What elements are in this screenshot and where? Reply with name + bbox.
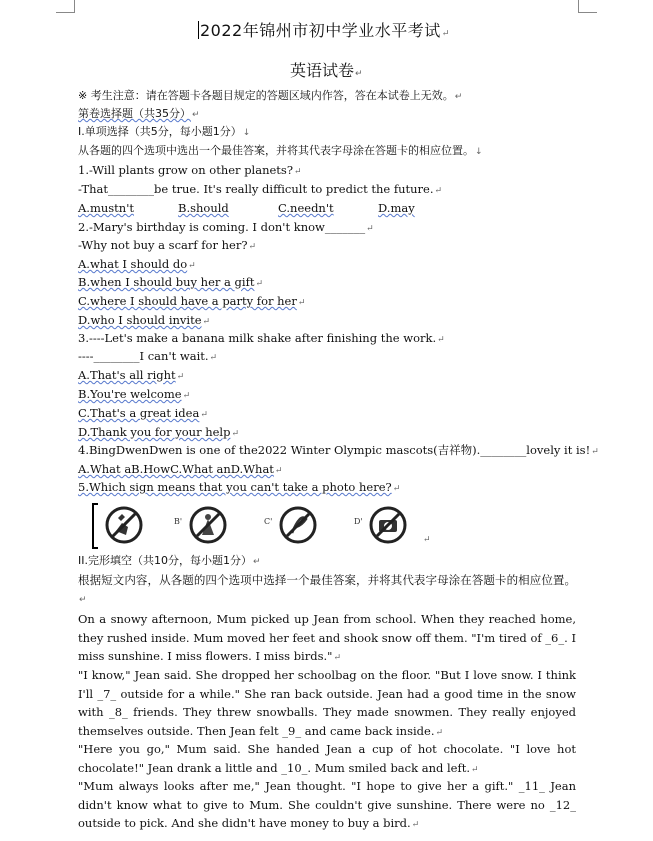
section1-instruction: 从各题的四个选项中选出一个最佳答案，并将其代表字母涂在答题卡的相应位置。↓ [78,144,483,157]
exam-title-text: 2022年锦州市初中学业水平考试 [200,21,441,40]
q5-stem-text: 5.Which sign means that you can't take a photo here? [78,480,392,494]
notice-prefix: ※ [78,89,88,102]
q2-stem: 2.-Mary's birthday is coming. I don't know_______↵ [78,220,374,234]
section2-heading: II.完形填空（共10分，每小题1分）↵ [78,554,261,567]
sign-d-label: D' [354,517,363,526]
q1-options [78,200,578,216]
exam-subtitle-text: 英语试卷 [290,61,355,80]
passage-p4-text: "Mum always looks after me," Jean thought. "I hope to give her a gift." _11_ Jean didn't know what to give to Mum. She couldn't give sunshine. There were no _12_ outside to pick. And she didn't have money to buy a bird. [78,779,576,831]
notice-text: 考生注意：请在答题卡各题目规定的答题区域内作答，答在本试卷上无效。 [90,89,454,102]
q2-line2-text: -Why not buy a scarf for her? [78,238,248,252]
q4-options-line: A.What aB.HowC.What anD.What↵ [78,462,283,476]
sign-b-label: B' [174,517,183,526]
q3-option-a[interactable]: A.That's all right [78,368,176,382]
sign-b-no-climbing-icon[interactable] [188,505,228,545]
notice-line: ※ 考生注意：请在答题卡各题目规定的答题区域内作答，答在本试卷上无效。↵ [78,89,463,102]
q5-stem: 5.Which sign means that you can't take a photo here?↵ [78,480,401,494]
sign-d-no-camera-icon[interactable] [368,505,408,545]
q3-line2-text: ----________I can't wait. [78,349,209,363]
q3-stem: 3.----Let's make a banana milk shake after finishing the work.↵ [78,331,445,345]
section1-title: 第卷选择题（共35分）↵ [78,107,200,120]
q2-option-d[interactable]: D.who I should invite [78,313,202,327]
page-corner-mark-right [578,0,597,13]
sign-c-no-fishing-icon[interactable] [278,505,318,545]
q2-option-a-line: A.what I should do↵ [78,257,196,271]
q4-options[interactable]: A.What aB.HowC.What anD.What [78,462,274,476]
q1-line2-text: -That________be true. It's really difficult to predict the future. [78,182,434,196]
q2-line2: -Why not buy a scarf for her?↵ [78,238,257,252]
section2-instruction-text: 根据短文内容，从各题的四个选项中选择一个最佳答案，并将其代表字母涂在答题卡的相应位置。 [78,573,576,587]
q2-stem-text: 2.-Mary's birthday is coming. I don't know_______ [78,220,366,234]
q2-option-a[interactable]: A.what I should do [78,257,188,271]
passage-paragraph-1: On a snowy afternoon, Mum picked up Jean from school. When they reached home, they rushed inside. Mum moved her feet and shook snow off them. "I'm tired of _6_. I miss sunshine. I miss flowers. I miss birds."↵ [78,612,576,664]
passage-p3-text: "Here you go," Mum said. She handed Jean a cup of hot chocolate. "I love hot chocolate!" Jean drank a little and _10_. Mum smiled back and left. [78,742,576,775]
passage-p1-text: On a snowy afternoon, Mum picked up Jean from school. When they reached home, they rushed inside. Mum moved her feet and shook snow off them. "I'm tired of _6_. I miss sunshine. I miss flowers. I miss birds." [78,612,576,664]
passage-paragraph-2: "I know," Jean said. She dropped her schoolbag on the floor. "But I love snow. I think I'll _7_ outside for a while." She ran back outside. Jean had a good time in the snow with _8_ friends. They threw snowballs. They made snowmen. They really enjoyed themselves outside. Then Jean felt _9_ and came back inside.↵ [78,668,576,738]
q2-option-b[interactable]: B.when I should buy her a gift [78,275,255,289]
section1-heading-text: I.单项选择（共5分，每小题1分） [78,125,242,138]
section1-instruction-text: 从各题的四个选项中选出一个最佳答案，并将其代表字母涂在答题卡的相应位置。 [78,144,474,157]
q3-option-b-line: B.You're welcome↵ [78,387,191,401]
q3-option-d-line: D.Thank you for your help↵ [78,425,240,439]
q1-option-c[interactable]: C.needn't [278,201,334,215]
q2-option-b-line: B.when I should buy her a gift↵ [78,275,264,289]
sign-a-no-sitting-icon[interactable] [104,505,144,545]
q4-stem: 4.BingDwenDwen is one of the2022 Winter Olympic mascots(吉祥物).________lovely it is!↵ [78,443,599,457]
passage-paragraph-4: "Mum always looks after me," Jean thought. "I hope to give her a gift." _11_ Jean didn't know what to give to Mum. She couldn't give sunshine. There were no _12_ outside to pick. And she didn't have money to buy a bird.↵ [78,779,576,831]
sign-c-label: C' [264,517,273,526]
q3-option-d[interactable]: D.Thank you for your help [78,425,231,439]
q1-option-b[interactable]: B.should [178,201,229,215]
q3-option-b[interactable]: B.You're welcome [78,387,182,401]
q1-stem-text: 1.-Will plants grow on other planets? [78,163,293,177]
q3-option-c-line: C.That's a great idea↵ [78,406,208,420]
section2-instruction: 根据短文内容，从各题的四个选项中选择一个最佳答案，并将其代表字母涂在答题卡的相应位置。↵ [78,573,576,605]
q1-line2: -That________be true. It's really difficult to predict the future.↵ [78,182,443,196]
passage-p2-text: "I know," Jean said. She dropped her schoolbag on the floor. "But I love snow. I think I'll _7_ outside for a while." She ran back outside. Jean had a good time in the snow with _8_ friends. They threw snowballs. They made snowmen. They really enjoyed themselves outside. Then Jean felt _9_ and came back inside. [78,668,576,738]
section2-heading-text: II.完形填空（共10分，每小题1分） [78,554,252,567]
q2-option-c-line: C.where I should have a party for her↵ [78,294,306,308]
q3-line2: ----________I can't wait.↵ [78,349,218,363]
q2-option-c[interactable]: C.where I should have a party for her [78,294,297,308]
q3-option-a-line: A.That's all right↵ [78,368,185,382]
text-cursor [198,21,199,39]
q1-option-d[interactable]: D.may [378,201,415,215]
exam-title: 2022年锦州市初中学业水平考试↵ [200,21,450,40]
q5-sign-images: B' C' D' ↵ [92,503,432,547]
q3-option-c[interactable]: C.That's a great idea [78,406,200,420]
q3-stem-text: 3.----Let's make a banana milk shake after finishing the work. [78,331,437,345]
exam-subtitle: 英语试卷↵ [290,61,363,80]
q1-stem: 1.-Will plants grow on other planets?↵ [78,163,302,177]
section1-heading: I.单项选择（共5分，每小题1分）↓ [78,125,251,138]
q5-bracket [92,503,98,549]
q1-option-a[interactable]: A.mustn't [78,201,134,215]
section1-title-text: 第卷选择题（共35分） [78,107,191,120]
q4-stem-text: 4.BingDwenDwen is one of the2022 Winter Olympic mascots(吉祥物).________lovely it is! [78,443,591,457]
q2-option-d-line: D.who I should invite↵ [78,313,211,327]
passage-paragraph-3: "Here you go," Mum said. She handed Jean a cup of hot chocolate. "I love hot chocolate!" Jean drank a little and _10_. Mum smiled back and left.↵ [78,742,576,775]
page-corner-mark-left [56,0,75,13]
